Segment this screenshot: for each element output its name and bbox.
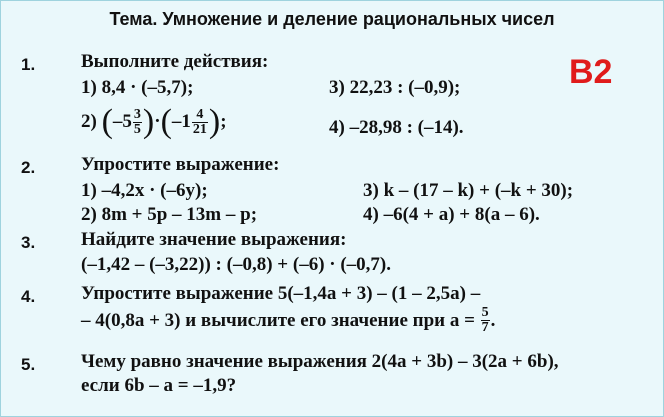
task-2-item-2: 2) 8m + 5p – 13m – p; [81, 204, 258, 225]
open-paren: ( [101, 103, 113, 140]
open-paren: ( [160, 103, 172, 140]
task-2-item-1: 1) –4,2x · (–6y); [81, 180, 208, 201]
task-5-number: 5. [21, 355, 36, 374]
variant-badge: B2 [569, 53, 613, 91]
task-2-item-3: 3) k – (17 – k) + (–k + 30); [363, 180, 574, 201]
task-4-line-2-text: – 4(0,8a + 3) и вычислите его значение при a = [81, 309, 475, 331]
fraction-2 [192, 108, 208, 137]
fraction-1-numerator: 3 [133, 106, 141, 122]
title-label: Тема. [109, 9, 158, 29]
task-4-line-1: Упростите выражение 5(–1,4a + 3) – (1 – 2,5a) – [81, 283, 481, 304]
task-1-item-1: 1) 8,4 · (–5,7); [81, 77, 194, 98]
fraction-1 [133, 108, 142, 137]
task-1-item-3: 3) 22,23 : (–0,9); [329, 77, 461, 98]
task-5-line-2: если 6b – a = –1,9? [81, 375, 237, 396]
close-paren: ) [142, 103, 155, 140]
task-5-line-1: Чему равно значение выражения 2(4a + 3b) – 3(2a + 6b), [81, 351, 559, 372]
task-3-number: 3. [21, 233, 36, 252]
dot-operator: · [154, 111, 161, 132]
page-title [1, 9, 663, 30]
mixed-whole-1: –5 [112, 111, 132, 132]
task-4-fraction-denominator: 7 [481, 320, 489, 335]
task-1-item-2-prefix: 2) [81, 111, 97, 132]
task-2-number: 2. [21, 158, 36, 177]
task-4-end: . [490, 309, 496, 331]
task-1-item-4: 4) –28,98 : (–14). [329, 117, 464, 138]
close-paren: ) [208, 103, 221, 140]
fraction-1-denominator: 5 [133, 121, 141, 137]
task-1-title: Выполните действия: [81, 51, 269, 72]
task-1-item-2-end: ; [220, 111, 227, 132]
fraction-2-numerator: 4 [192, 108, 208, 123]
title-text: Умножение и деление рациональных чисел [162, 9, 555, 29]
mixed-whole-2: –1 [171, 111, 191, 132]
task-2-title: Упростите выражение: [81, 154, 280, 175]
task-4-number: 4. [21, 287, 36, 306]
task-4-fraction-numerator: 5 [481, 305, 489, 320]
task-1-number: 1. [21, 55, 36, 74]
task-4-fraction [481, 306, 490, 335]
fraction-2-denominator: 21 [192, 121, 207, 137]
task-3-title: Найдите значение выражения: [81, 229, 347, 250]
task-2-item-4: 4) –6(4 + a) + 8(a – 6). [363, 204, 540, 225]
task-1-item-2 [81, 105, 227, 139]
task-3-expression: (–1,42 – (–3,22)) : (–0,8) + (–6) · (–0,7). [81, 254, 392, 275]
task-4-line-2 [81, 306, 495, 335]
